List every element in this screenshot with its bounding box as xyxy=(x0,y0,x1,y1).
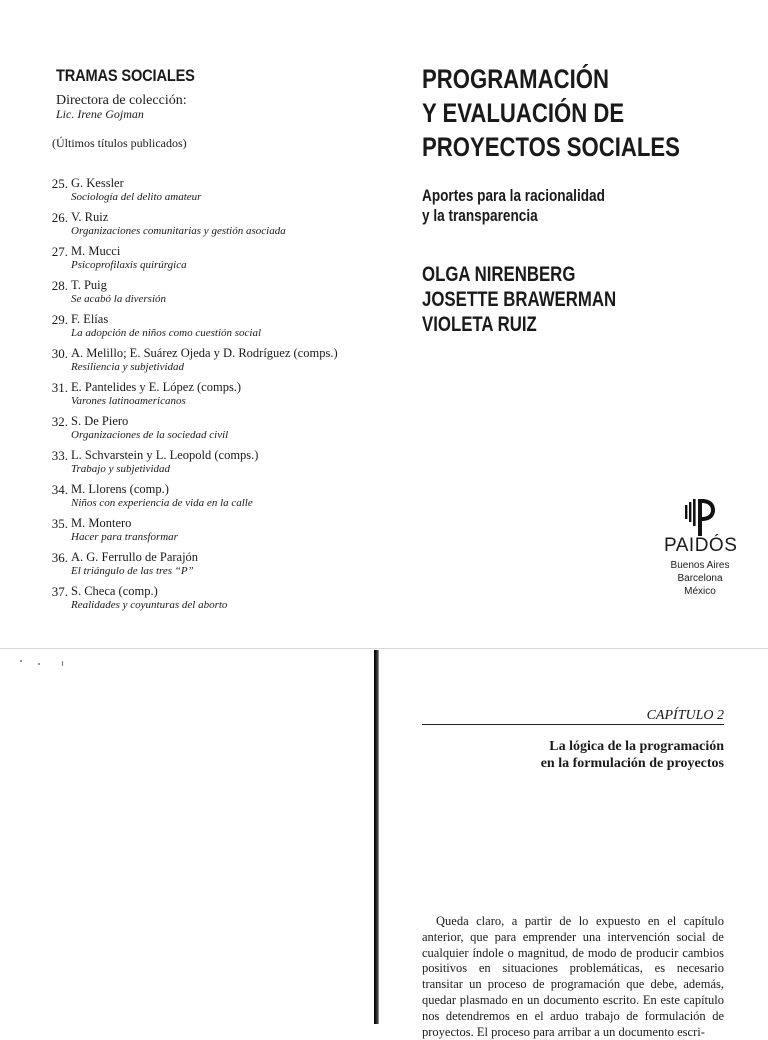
title-number: 26. xyxy=(51,210,68,225)
chapter-rule xyxy=(422,724,724,725)
book-title-line: Y EVALUACIÓN DE xyxy=(422,98,625,128)
list-item xyxy=(40,550,360,584)
chapter-label: CAPÍTULO 2 xyxy=(646,708,724,723)
list-item xyxy=(40,346,360,380)
title-work: Varones latinoamericanos xyxy=(71,395,186,407)
body-paragraph: Queda claro, a partir de lo expuesto en el capítulo anterior, que para emprender una intervención social de cualquier índole o magnitud, de modo de producir cambios positivos en situaciones problemáticas, es necesario transitar un proceso de programación que debe, además, quedar plasmado en un documento escrito. En este capítulo nos detendremos en el arduo trabajo de formulación de proyectos. El proceso para arribar a un documento escri- xyxy=(422,914,724,1039)
title-author: A. Melillo; E. Suárez Ojeda y D. Rodríguez (comps.) xyxy=(71,346,338,360)
title-number: 32. xyxy=(51,414,68,429)
series-title: TRAMAS SOCIALES xyxy=(56,66,195,85)
title-work: El triángulo de las tres “P” xyxy=(71,565,194,577)
title-author: G. Kessler xyxy=(71,176,124,190)
list-item xyxy=(40,278,360,312)
title-work: Organizaciones comunitarias y gestión asociada xyxy=(71,225,286,237)
book-subtitle-line: Aportes para la racionalidad xyxy=(422,186,605,205)
title-work: Se acabó la diversión xyxy=(71,293,167,305)
title-work: Organizaciones de la sociedad civil xyxy=(71,429,229,441)
list-item xyxy=(40,176,360,210)
title-number: 35. xyxy=(51,516,68,531)
title-author: V. Ruiz xyxy=(71,210,109,224)
book-title-line: PROYECTOS SOCIALES xyxy=(422,132,680,162)
title-author: L. Schvarstein y L. Leopold (comps.) xyxy=(71,448,259,462)
title-author: S. De Piero xyxy=(71,414,129,428)
scan-speck xyxy=(62,661,63,666)
title-number: 27. xyxy=(51,244,68,259)
title-author: S. Checa (comp.) xyxy=(71,584,158,598)
list-item xyxy=(40,516,360,550)
publisher-logo-icon xyxy=(680,497,718,539)
title-author: F. Elías xyxy=(71,312,109,326)
scan-speck xyxy=(38,663,40,665)
title-number: 33. xyxy=(51,448,68,463)
chapter-body xyxy=(422,914,724,1040)
title-number: 25. xyxy=(51,176,68,191)
publisher-cities xyxy=(660,559,740,598)
list-item xyxy=(40,210,360,244)
book-title xyxy=(422,62,680,164)
title-author: M. Montero xyxy=(71,516,132,530)
publisher-city: México xyxy=(684,586,716,597)
title-author: E. Pantelides y E. López (comps.) xyxy=(71,380,242,394)
title-work: Realidades y coyunturas del aborto xyxy=(71,599,228,611)
title-work: Hacer para transformar xyxy=(71,531,178,543)
title-number: 28. xyxy=(51,278,68,293)
published-titles-list xyxy=(40,176,360,618)
book-authors xyxy=(422,262,616,337)
recent-titles-note: (Últimos títulos publicados) xyxy=(52,136,187,150)
title-number: 31. xyxy=(51,380,68,395)
author-name: OLGA NIRENBERG xyxy=(422,263,576,286)
book-subtitle-line: y la transparencia xyxy=(422,206,538,225)
title-number: 30. xyxy=(51,346,68,361)
director-name: Lic. Irene Gojman xyxy=(56,107,144,121)
book-title-line: PROGRAMACIÓN xyxy=(422,64,609,94)
title-work: Trabajo y subjetividad xyxy=(71,463,170,475)
title-number: 36. xyxy=(51,550,68,565)
title-author: T. Puig xyxy=(71,278,107,292)
title-work: Resiliencia y subjetividad xyxy=(71,361,185,373)
chapter-title-line: La lógica de la programación xyxy=(549,739,724,754)
list-item xyxy=(40,584,360,618)
title-author: M. Llorens (comp.) xyxy=(71,482,169,496)
list-item xyxy=(40,482,360,516)
book-spine-shadow xyxy=(374,650,379,1024)
author-name: VIOLETA RUIZ xyxy=(422,313,537,336)
title-number: 37. xyxy=(51,584,68,599)
publisher-name: PAIDÓS xyxy=(664,535,738,556)
title-number: 34. xyxy=(51,482,68,497)
chapter-title-line: en la formulación de proyectos xyxy=(540,756,724,771)
list-item xyxy=(40,448,360,482)
author-name: JOSETTE BRAWERMAN xyxy=(422,288,617,311)
title-work: La adopción de niños como cuestión social xyxy=(71,327,262,339)
page-divider xyxy=(0,648,768,649)
title-work: Psicoprofilaxis quirúrgica xyxy=(71,259,187,271)
scan-speck xyxy=(20,660,22,662)
publisher-city: Barcelona xyxy=(677,573,723,584)
title-work: Niños con experiencia de vida en la calle xyxy=(71,497,253,509)
title-author: M. Mucci xyxy=(71,244,121,258)
list-item xyxy=(40,312,360,346)
title-author: A. G. Ferrullo de Parajón xyxy=(71,550,199,564)
publisher-city: Buenos Aires xyxy=(670,560,730,571)
list-item xyxy=(40,414,360,448)
book-subtitle xyxy=(422,186,605,226)
chapter-title xyxy=(470,738,724,772)
director-label: Directora de colección: xyxy=(56,93,187,108)
title-number: 29. xyxy=(51,312,68,327)
title-work: Sociología del delito amateur xyxy=(71,191,202,203)
list-item xyxy=(40,380,360,414)
list-item xyxy=(40,244,360,278)
